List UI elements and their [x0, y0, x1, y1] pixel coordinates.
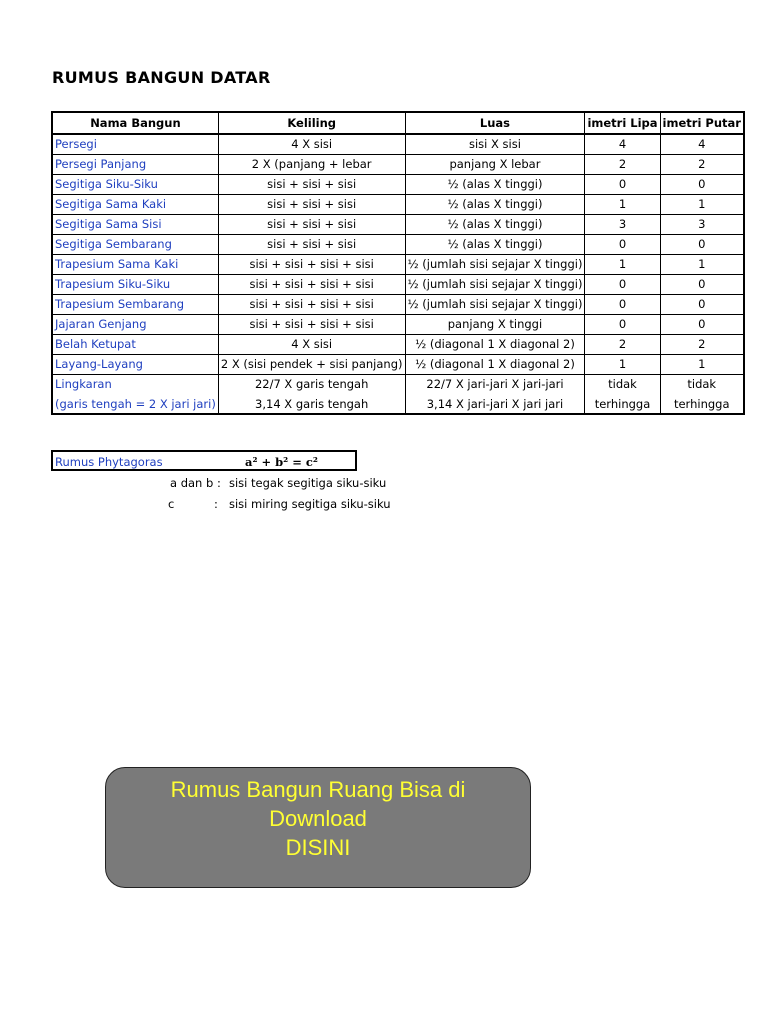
table-row — [52, 194, 744, 214]
page-title: RUMUS BANGUN DATAR — [52, 68, 271, 87]
keliling-cell: sisi + sisi + sisi — [218, 234, 405, 254]
luas-cell: sisi X sisi — [405, 134, 585, 154]
simetri-lipat-cell: 0 — [585, 314, 660, 334]
simetri-lipat-cell: 0 — [585, 174, 660, 194]
phytagoras-box — [51, 450, 357, 471]
luas-cell: ½ (alas X tinggi) — [405, 194, 585, 214]
shape-name: Layang-Layang — [52, 354, 218, 374]
simetri-putar-cell: 0 — [660, 314, 744, 334]
shape-name: Trapesium Sama Kaki — [52, 254, 218, 274]
luas-cell: ½ (diagonal 1 X diagonal 2) — [405, 334, 585, 354]
luas-cell: ½ (jumlah sisi sejajar X tinggi) — [405, 254, 585, 274]
keliling-cell: 2 X (panjang + lebar — [218, 154, 405, 174]
table-row — [52, 234, 744, 254]
simetri-putar-cell: 4 — [660, 134, 744, 154]
keliling-cell: sisi + sisi + sisi — [218, 174, 405, 194]
keliling-cell: sisi + sisi + sisi + sisi — [218, 314, 405, 334]
shape-name: Belah Ketupat — [52, 334, 218, 354]
keliling-cell: sisi + sisi + sisi + sisi — [218, 254, 405, 274]
shape-name: Lingkaran — [52, 374, 218, 394]
luas-cell: 22/7 X jari-jari X jari-jari — [405, 374, 585, 394]
keliling-cell: 22/7 X garis tengah — [218, 374, 405, 394]
shape-name: Segitiga Sama Sisi — [52, 214, 218, 234]
simetri-putar-cell: 2 — [660, 154, 744, 174]
simetri-lipat-cell: 2 — [585, 154, 660, 174]
table-row — [52, 134, 744, 154]
keliling-cell: sisi + sisi + sisi + sisi — [218, 294, 405, 314]
table-row — [52, 214, 744, 234]
simetri-putar-cell: 0 — [660, 234, 744, 254]
shape-name: Segitiga Sembarang — [52, 234, 218, 254]
download-line-1: Rumus Bangun Ruang Bisa di — [170, 777, 466, 802]
simetri-lipat-cell: 0 — [585, 274, 660, 294]
simetri-putar-cell: 1 — [660, 254, 744, 274]
simetri-lipat-cell: 0 — [585, 294, 660, 314]
shape-name: Trapesium Siku-Siku — [52, 274, 218, 294]
table-row — [52, 314, 744, 334]
table-row — [52, 294, 744, 314]
note-c-desc: sisi miring segitiga siku-siku — [229, 497, 391, 511]
keliling-cell: sisi + sisi + sisi — [218, 194, 405, 214]
simetri-lipat-cell: 1 — [585, 354, 660, 374]
download-button[interactable] — [105, 767, 531, 888]
luas-cell: ½ (alas X tinggi) — [405, 174, 585, 194]
table-row — [52, 354, 744, 374]
simetri-putar-cell: 0 — [660, 174, 744, 194]
download-line-2: Download — [269, 806, 367, 831]
simetri-putar-cell: 1 — [660, 354, 744, 374]
header-keliling: Keliling — [218, 112, 405, 134]
luas-cell: ½ (alas X tinggi) — [405, 234, 585, 254]
luas-cell: ½ (jumlah sisi sejajar X tinggi) — [405, 294, 585, 314]
note-ab-desc: sisi tegak segitiga siku-siku — [229, 476, 387, 490]
simetri-putar-cell: tidak — [660, 374, 744, 394]
simetri-putar-cell: 2 — [660, 334, 744, 354]
table-row — [52, 154, 744, 174]
shape-note: (garis tengah = 2 X jari jari) — [52, 394, 218, 414]
phytagoras-formula: a² + b² = c² — [245, 455, 318, 469]
header-luas: Luas — [405, 112, 585, 134]
note-ab-key: a dan b : — [170, 476, 221, 490]
keliling-cell: sisi + sisi + sisi — [218, 214, 405, 234]
keliling-cell: 2 X (sisi pendek + sisi panjang) — [218, 354, 405, 374]
luas-cell: panjang X lebar — [405, 154, 585, 174]
luas-cell: ½ (jumlah sisi sejajar X tinggi) — [405, 274, 585, 294]
header-simetri-putar: imetri Putar — [660, 112, 744, 134]
shape-name: Jajaran Genjang — [52, 314, 218, 334]
luas-cell: 3,14 X jari-jari X jari jari — [405, 394, 585, 414]
simetri-lipat-cell: 3 — [585, 214, 660, 234]
simetri-lipat-cell: 2 — [585, 334, 660, 354]
simetri-putar-cell: 3 — [660, 214, 744, 234]
keliling-cell: 3,14 X garis tengah — [218, 394, 405, 414]
simetri-putar-cell: terhingga — [660, 394, 744, 414]
table-row — [52, 394, 744, 414]
keliling-cell: 4 X sisi — [218, 134, 405, 154]
download-line-3: DISINI — [285, 835, 351, 860]
simetri-putar-cell: 0 — [660, 274, 744, 294]
header-nama-bangun: Nama Bangun — [52, 112, 218, 134]
note-c-key: c — [168, 497, 175, 511]
table-row — [52, 334, 744, 354]
table-header-row — [52, 112, 744, 134]
header-simetri-lipat: imetri Lipa — [585, 112, 660, 134]
simetri-putar-cell: 0 — [660, 294, 744, 314]
simetri-putar-cell: 1 — [660, 194, 744, 214]
table-row — [52, 374, 744, 394]
phytagoras-label: Rumus Phytagoras — [55, 455, 163, 469]
simetri-lipat-cell: terhingga — [585, 394, 660, 414]
shape-name: Persegi Panjang — [52, 154, 218, 174]
luas-cell: ½ (alas X tinggi) — [405, 214, 585, 234]
luas-cell: ½ (diagonal 1 X diagonal 2) — [405, 354, 585, 374]
shape-name: Persegi — [52, 134, 218, 154]
simetri-lipat-cell: 1 — [585, 194, 660, 214]
simetri-lipat-cell: 0 — [585, 234, 660, 254]
table-row — [52, 274, 744, 294]
shape-name: Trapesium Sembarang — [52, 294, 218, 314]
table-row — [52, 254, 744, 274]
simetri-lipat-cell: 1 — [585, 254, 660, 274]
shape-name: Segitiga Siku-Siku — [52, 174, 218, 194]
formula-table — [51, 111, 745, 415]
keliling-cell: sisi + sisi + sisi + sisi — [218, 274, 405, 294]
table-row — [52, 174, 744, 194]
simetri-lipat-cell: tidak — [585, 374, 660, 394]
keliling-cell: 4 X sisi — [218, 334, 405, 354]
shape-name: Segitiga Sama Kaki — [52, 194, 218, 214]
note-c-colon: : — [214, 497, 218, 511]
luas-cell: panjang X tinggi — [405, 314, 585, 334]
simetri-lipat-cell: 4 — [585, 134, 660, 154]
